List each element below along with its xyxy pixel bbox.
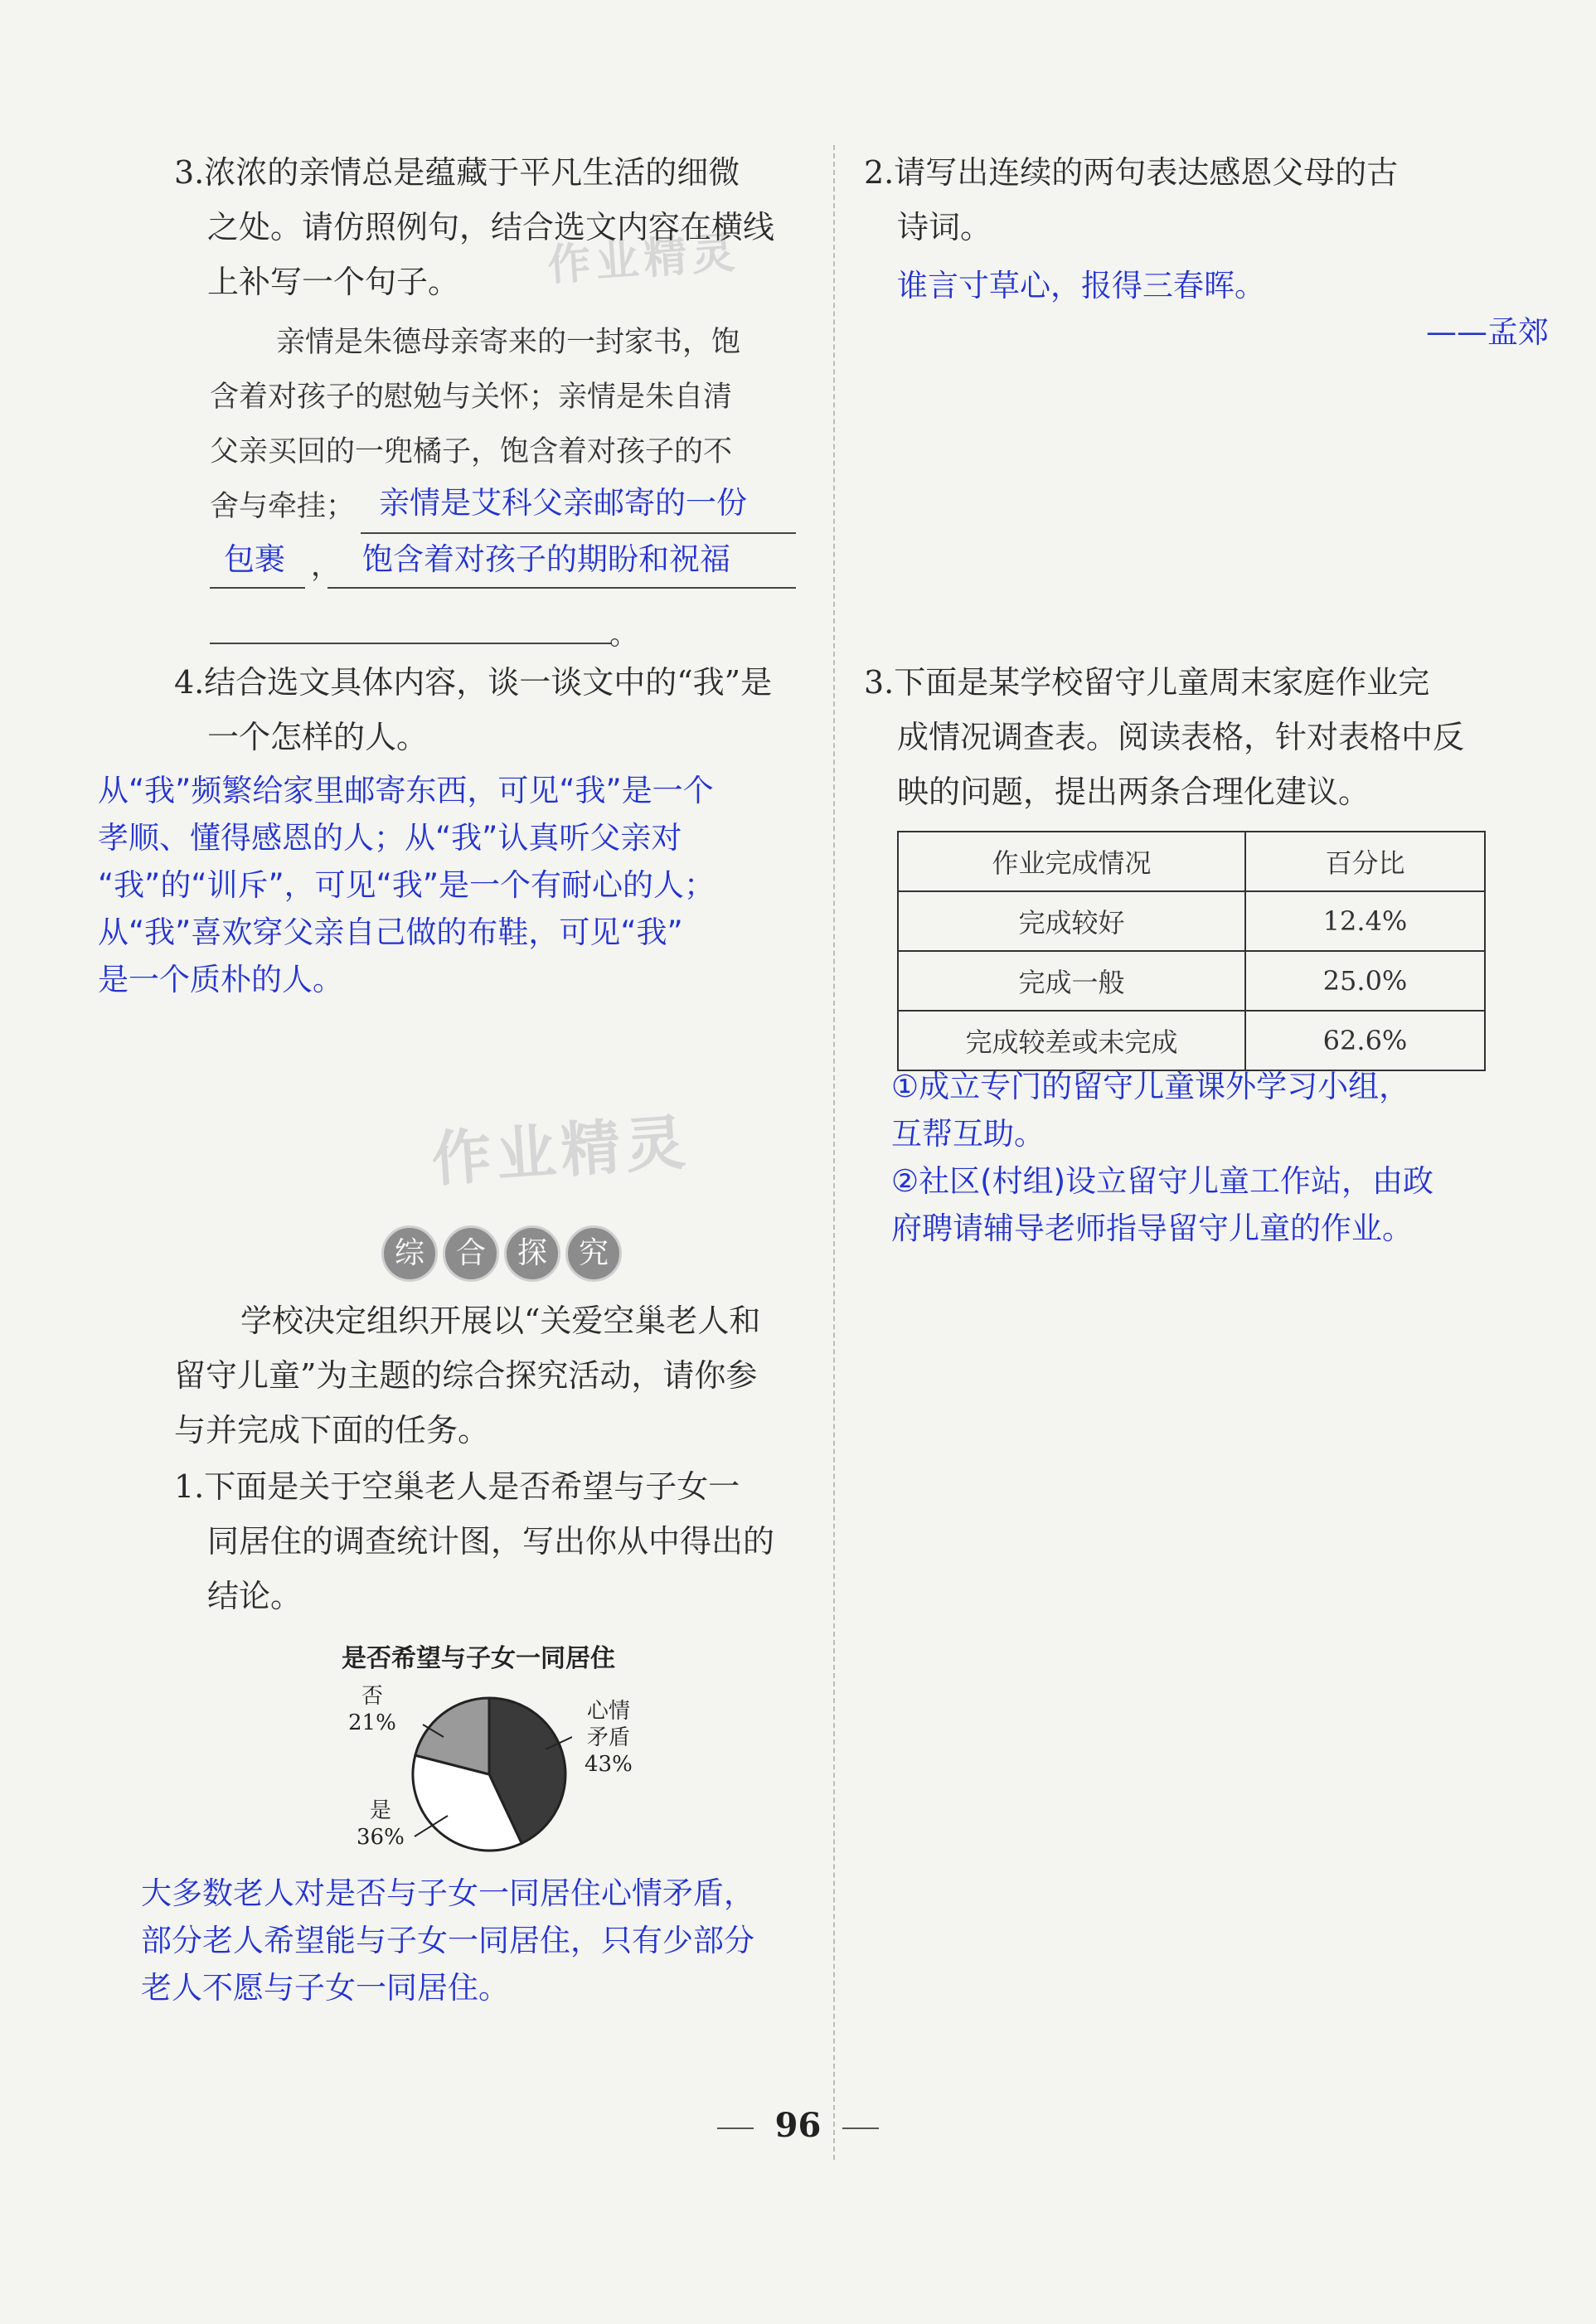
task-1 — [174, 1459, 774, 1623]
page-number — [0, 2106, 1596, 2145]
chart-title: 是否希望与子女一同居住 — [342, 1644, 615, 1673]
answer-3-part3: 饱含着对孩子的期盼和祝福 — [362, 541, 730, 577]
intro-text — [174, 1293, 760, 1458]
pie-chart — [406, 1691, 572, 1857]
pie-label-yes — [357, 1798, 405, 1851]
example-line: 舍与牵挂； — [210, 490, 356, 523]
task-1-line: 1.下面是关于空巢老人是否希望与子女一 — [174, 1468, 740, 1505]
watermark-middle: 作业精灵 — [429, 1107, 692, 1195]
task-3 — [864, 655, 1464, 819]
table-cell: 完成较差或未完成 — [898, 1011, 1245, 1070]
page-number-dash — [717, 2128, 754, 2129]
question-4 — [174, 655, 772, 764]
answer-task-1-line: 大多数老人对是否与子女一同居住心情矛盾， — [141, 1875, 754, 1911]
table-cell: 完成较好 — [898, 891, 1245, 951]
table-row — [898, 891, 1485, 951]
table-row — [898, 951, 1485, 1011]
question-3-line: 3.浓浓的亲情总是蕴藏于平凡生活的细微 — [174, 154, 740, 191]
example-line: 含着对孩子的慰勉与关怀；亲情是朱自清 — [210, 381, 733, 414]
example-line: 亲情是朱德母亲寄来的一封家书，饱 — [276, 326, 741, 359]
comma-mark: ， — [311, 550, 341, 583]
page-number-dash — [842, 2128, 879, 2129]
watermark-top: 作业精灵 — [546, 227, 742, 292]
task-2-line: 2.请写出连续的两句表达感恩父母的古 — [864, 154, 1399, 191]
section-title-char: 综 — [381, 1225, 438, 1282]
table-header-row — [898, 832, 1485, 891]
task-2 — [864, 145, 1398, 255]
pie-label-conflicted — [585, 1698, 633, 1778]
task-3-line: 成情况调查表。阅读表格，针对表格中反 — [897, 719, 1465, 755]
pie-label-conflicted-value: 43% — [585, 1752, 633, 1777]
question-4-line: 4.结合选文具体内容，谈一谈文中的“我”是 — [174, 664, 773, 701]
answer-task-2-author: ——孟郊 — [1426, 314, 1549, 350]
answer-task-1 — [141, 1870, 754, 2011]
answer-4-line: 是一个质朴的人。 — [98, 962, 343, 997]
answer-task-3 — [891, 1063, 1433, 1252]
answer-task-2: 谁言寸草心，报得三春晖。 — [897, 268, 1265, 303]
answer-task-3-line: ②社区(村组)设立留守儿童工作站，由政 — [891, 1163, 1434, 1199]
answer-4-line: “我”的“训斥”，可见“我”是一个有耐心的人； — [98, 867, 716, 903]
blank-line — [210, 587, 305, 589]
answer-task-1-line: 部分老人希望能与子女一同居住，只有少部分 — [141, 1923, 754, 1958]
question-3-line: 上补写一个句子。 — [207, 264, 460, 300]
pie-label-no — [348, 1683, 396, 1736]
intro-line: 学校决定组织开展以“关爱空巢老人和 — [240, 1303, 761, 1339]
blank-line — [327, 587, 796, 589]
answer-3-part1: 亲情是艾科父亲邮寄的一份 — [379, 485, 747, 521]
answer-4-line: 从“我”喜欢穿父亲自己做的布鞋，可见“我” — [98, 915, 683, 950]
answer-task-1-line: 老人不愿与子女一同居住。 — [141, 1970, 509, 2006]
pie-label-yes-name: 是 — [369, 1798, 391, 1823]
intro-line: 与并完成下面的任务。 — [174, 1412, 490, 1448]
table-cell: 25.0% — [1245, 951, 1485, 1011]
task-1-line: 结论。 — [207, 1578, 303, 1614]
table-cell: 12.4% — [1245, 891, 1485, 951]
blank-line — [210, 643, 612, 644]
blank-line — [361, 532, 796, 534]
end-mark: 。 — [609, 619, 639, 652]
answer-task-3-line: ①成立专门的留守儿童课外学习小组， — [891, 1069, 1410, 1104]
pie-label-no-value: 21% — [348, 1710, 396, 1735]
question-3-line: 之处。请仿照例句，结合选文内容在横线 — [207, 209, 775, 245]
example-line: 父亲买回的一兜橘子，饱含着对孩子的不 — [210, 435, 733, 468]
table-cell: 62.6% — [1245, 1011, 1485, 1070]
task-3-line: 映的问题，提出两条合理化建议。 — [897, 774, 1370, 810]
pie-label-no-name: 否 — [361, 1684, 383, 1709]
homework-table — [897, 831, 1486, 1071]
section-title-char: 究 — [565, 1225, 622, 1282]
answer-task-3-line: 互帮互助。 — [891, 1116, 1045, 1152]
pie-label-yes-value: 36% — [357, 1825, 405, 1850]
table-cell: 完成一般 — [898, 951, 1245, 1011]
answer-task-3-line: 府聘请辅导老师指导留守儿童的作业。 — [891, 1211, 1413, 1246]
pie-label-conflicted-name-2: 矛盾 — [586, 1725, 630, 1750]
table-header: 作业完成情况 — [898, 832, 1245, 891]
answer-4 — [98, 767, 715, 1003]
question-4-line: 一个怎样的人。 — [207, 719, 429, 755]
section-title-char: 合 — [443, 1225, 499, 1282]
task-2-line: 诗词。 — [897, 209, 992, 245]
section-title-badges — [381, 1225, 622, 1282]
page-number-text: 96 — [774, 2106, 822, 2145]
answer-4-line: 从“我”频繁给家里邮寄东西，可见“我”是一个 — [98, 773, 714, 808]
table-header: 百分比 — [1245, 832, 1485, 891]
table-row — [898, 1011, 1485, 1070]
section-title-char: 探 — [504, 1225, 560, 1282]
task-3-line: 3.下面是某学校留守儿童周末家庭作业完 — [864, 664, 1430, 701]
answer-3-part2: 包裹 — [224, 541, 285, 577]
task-1-line: 同居住的调查统计图，写出你从中得出的 — [207, 1523, 775, 1560]
column-divider — [833, 145, 835, 2160]
answer-4-line: 孝顺、懂得感恩的人；从“我”认真听父亲对 — [98, 820, 682, 856]
intro-line: 留守儿童”为主题的综合探究活动，请你参 — [174, 1357, 758, 1394]
pie-label-conflicted-name-1: 心情 — [586, 1699, 630, 1724]
question-3 — [174, 145, 774, 309]
